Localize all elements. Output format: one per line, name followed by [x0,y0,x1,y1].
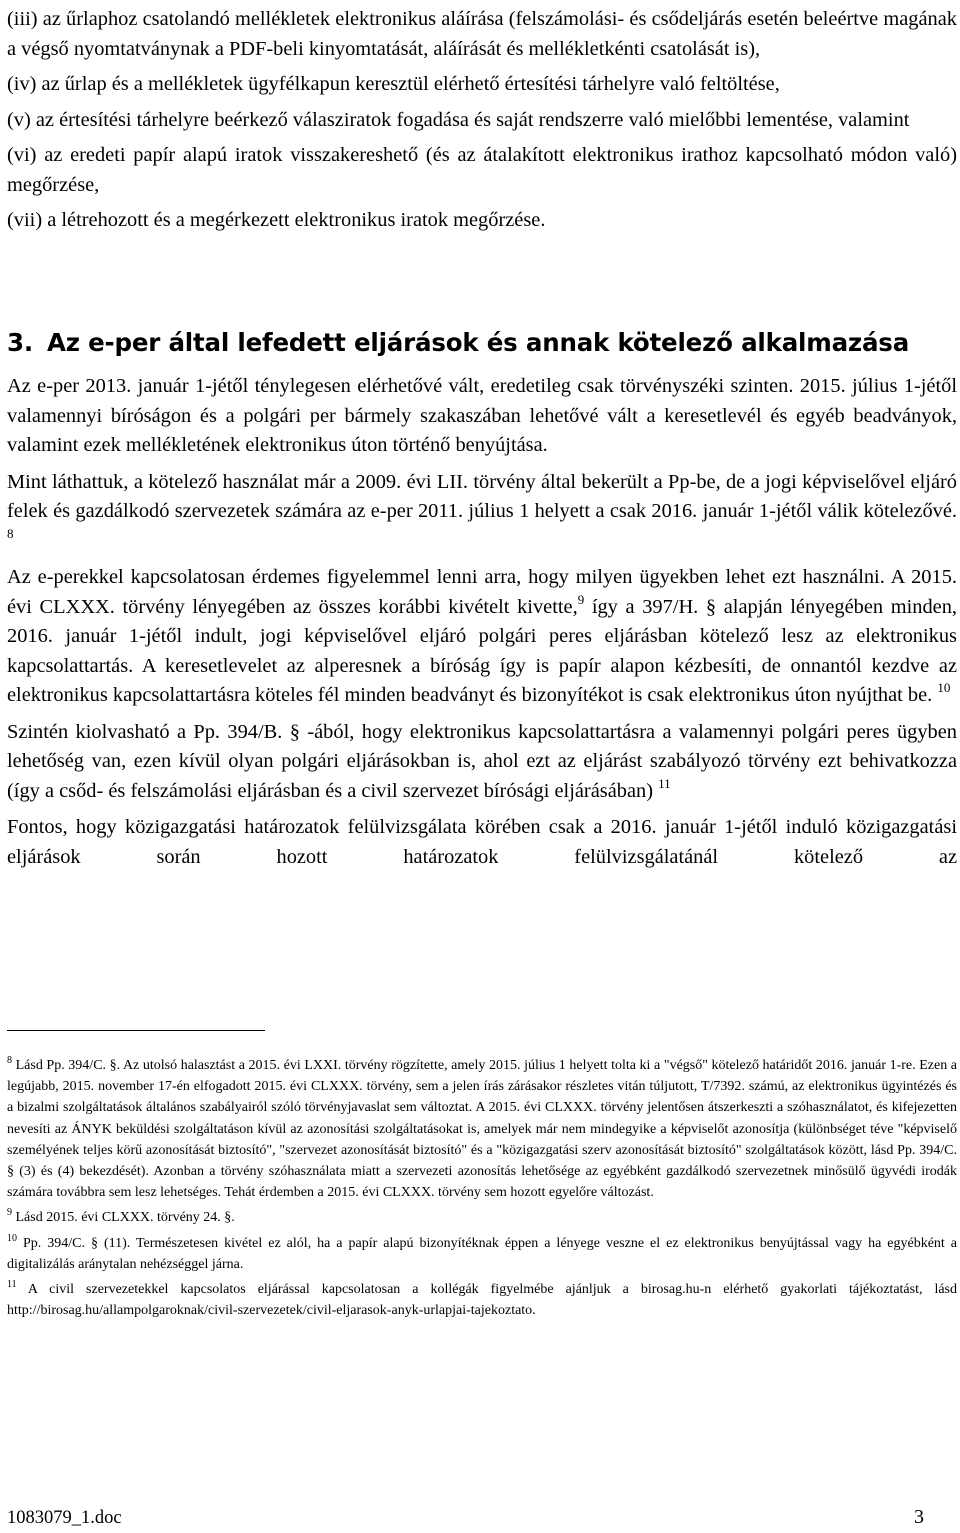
footnote-ref[interactable]: 11 [658,775,671,791]
paragraph [7,718,957,807]
footnote-separator [7,1030,265,1031]
footnote-text: Pp. 394/C. § (11). Természetesen kivétel ez alól, ha a papír alapú bizonyítéknak éppen a lényege veszne el ez elektronikus benyújtással vagy ha egyébként a digitalizálás aránytalan nehézséggel járna. [7,1235,957,1272]
footnote-number: 8 [7,1055,12,1066]
footnote-ref[interactable]: 9 [577,591,585,607]
section-heading [7,328,957,357]
paragraph-text: Mint láthattuk, a kötelező használat már a 2009. évi LII. törvény által bekerült a Pp-be, de a jogi képviselővel eljáró felek és gazdálkodó szervezetek számára az e-per 2011. július 1 helyett a csak 2016. január 1-jétől válik kötelezővé. [7,470,957,522]
page-number: 3 [914,1506,924,1528]
footnote [7,1207,957,1228]
list-item: (iv) az űrlap és a mellékletek ügyfélkapun keresztül elérhető értesítési tárhelyre való feltöltése, [7,73,780,95]
section-title: Az e-per által lefedett eljárások és annak kötelező alkalmazása [46,328,910,357]
footnote [7,1279,957,1321]
paragraph-text: Szintén kiolvasható a Pp. 394/B. § -ából, hogy elektronikus kapcsolattartásra a valamennyi polgári peres ügyben lehetőség van, ezen kívül olyan polgári eljárásokban is, ahol ezt az eljárást szabályozó törvény ezt behivatkozza (így a csőd- és felszámolási eljárásban és a civil szervezet bírósági eljárásában) [7,720,957,802]
body-text [7,372,957,879]
paragraph-text: így a 397/H. § alapján lényegében minden, 2016. január 1-jétől indult, jogi képviselővel eljáró polgári peres eljárásban kötelező lesz az elektronikus kapcsolattartás. A keresetlevelet az alperesnek a bíróság így is papír alapon kézbesíti, de onnantól kezdve az elektronikus kapcsolattartásra köteles fél minden beadványt és bizonyítékot is csak elektronikus úton nyújthat be. [7,595,957,706]
footnote [7,1055,957,1203]
list-item: (iii) az űrlaphoz csatolandó mellékletek elektronikus aláírása (felszámolási- és csődeljárás esetén beleértve magának a végső nyomtatványnak a PDF-beli kinyomtatását, aláírását és mellékletkénti csatolását is), [7,8,957,60]
footnote-text: Lásd 2015. évi CLXXX. törvény 24. §. [15,1210,235,1226]
footnote-number: 10 [7,1232,17,1244]
paragraph [7,468,957,557]
paragraph [7,563,957,711]
list-item: (vi) az eredeti papír alapú iratok visszakereshető (és az átalakított elektronikus irathoz kapcsolható módon való) megőrzése, [7,144,957,196]
paragraph: Az e-per 2013. január 1-jétől ténylegesen elérhetővé vált, eredetileg csak törvényszéki szinten. 2015. július 1-jétől valamennyi bíróságon és a polgári per bármely szakaszában lehetővé vált a keresetlevél és egyéb beadványok, valamint ezek mellékletének elektronikus úton történő benyújtása. [7,375,957,456]
enumerated-list [7,5,957,242]
footnote-number: 9 [7,1207,12,1219]
paragraph: Fontos, hogy közigazgatási határozatok felülvizsgálata körében csak a 2016. január 1-jétől induló közigazgatási eljárások során hozott határozatok felülvizsgálatánál kötelező az [7,816,957,868]
section-number: 3. [7,328,33,357]
footnote-text: Lásd Pp. 394/C. §. Az utolsó halasztást a 2015. évi LXXI. törvény rögzítette, amely 2015. július 1 helyett tolta ki a "végső" kötelező határidőt 2016. január 1-re. Ezen a legújabb, 2015. november 17-én elfogadott 2015. évi CLXXX. törvény, sem a jelen írás zárásakor részletes vitán túljutott, T/7392. számú, az elektronikus ügyintézés és a bizalmi szolgáltatások általános szabályairól szóló törvényjavaslat sem változtat. A 2015. évi CLXXX. törvény jelentősen átszerkeszti a szóhasználatot, és kifejezetten nevesíti az ÁNYK beküldési szolgáltatáson kívül az azonosítási szolgáltatásokat is, amelyek már nem mindegyike a képviselőt azonosítja (különbséget téve "képviselő személyének teljes körű azonosítását biztosító", "szervezet azonosítását biztosító" és a "közigazgatási szerv azonosítását biztosító" szolgáltatások között, lásd Pp. 394/C. § (3) és (4) bekezdését). Azonban a törvény szóhasználata miatt a szervezeti azonosítás lehetősége az egyébként gazdálkodó szervezetnek minősülő ügyvédi irodák számára továbbra sem lesz lehetséges. Tehát érdemben a 2015. évi CLXXX. törvény sem hozott egyelőre változást. [7,1058,958,1201]
footnote-ref[interactable]: 10 [937,680,951,695]
footer-document-name: 1083079_1.doc [7,1508,122,1528]
footnote-ref[interactable]: 8 [7,525,14,541]
paragraph-text: Az e-perekkel kapcsolatosan érdemes figyelemmel lenni arra, hogy milyen ügyekben lehet ezt használni. A 2015. évi CLXXX. törvény lényegében az összes korábbi kivételt kivette, [7,566,957,618]
footnote [7,1233,957,1275]
footnotes [7,1055,957,1325]
list-item: (v) az értesítési tárhelyre beérkező válasziratok fogadása és saját rendszerre való mielőbbi lementése, valamint [7,108,910,131]
footnote-text: A civil szervezetekkel kapcsolatos eljárással kapcsolatosan a kollégák figyelmébe ajánljuk a birosag.hu-n elérhető gyakorlati tájékoztatást, lásd http://birosag.hu/allampolgaroknak/civil-szervezetek/civil-eljarasok-anyk-urlapjai-tajekoztato. [7,1282,958,1319]
footnote-number: 11 [7,1279,17,1291]
list-item: (vii) a létrehozott és a megérkezett elektronikus iratok megőrzése. [7,209,546,231]
